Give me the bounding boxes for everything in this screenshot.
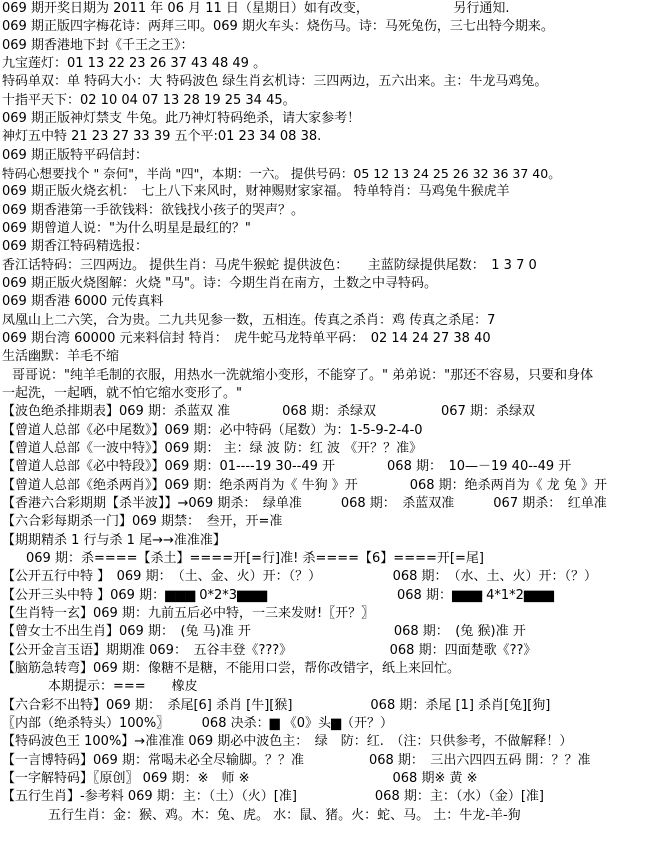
zodiac-mystery-line: 【生肖特一玄】069 期：九前五后必中特，一三来发财!〖开？〗 [2,606,375,621]
special-range-line: 【曾道人总部《必中特段》】069 期：01----19 30--49 开 068 期： 10—－19 40--49 开 [2,459,572,474]
five-element-line: 【公开五行中特 】 069 期： （土、金、火）开：（？） 068 期： （水、土、火）开：（？） [2,569,598,584]
five-element-zodiac-line: 【五行生肖】-参考料 069 期：主：（土）（火）[准] 068 期：主：（水）（金）[准] [2,789,545,804]
color-kill-line: 【波色绝杀排期表】069 期：杀蓝双 准 068 期：杀绿双 067 期：杀绿双 [2,404,535,419]
ten-finger-numbers: 十指平天下：02 10 04 07 13 28 19 25 34 45。 [2,93,296,108]
humor-text-1: 哥哥说："纯羊毛制的衣服，用热水一洗就缩小变形，不能穿了。" 弟弟说："那还不容易，只要和身体 [12,368,594,383]
one-char-line: 【一字解特码】〖原创〗 069 期：※ 师 ※ 068 期※ 黄 ※ [2,771,478,786]
one-word-bet-line: 【一言博特码】069 期：常喝未必全尽输脚。？？准 068 期： 三出六四四五码 開：？？准 [2,753,591,768]
riddle-hint-line: 本期提示：=== 橡皮 [48,679,198,694]
tail-number-line: 【曾道人总部《必中尾数》】069 期：必中特码（尾数）为：1-5-9-2-4-0 [2,423,423,438]
one-wave-line: 【曾道人总部《一波中特》】069 期： 主：绿 波 防：红 波 《开？？准》 [2,441,423,456]
wave-king-line: 【特码波色王 100%】→准准准 069 期必中波色主： 绿 防：红. （注：只供参考，不做解释！） [2,734,573,749]
kill-row-tail-title: 【期期精杀 1 行与杀 1 尾→→准准准】 [2,533,226,548]
fax-title: 069 期香港 6000 元传真料 [2,294,164,309]
no-special-line: 【六合彩不出特】069 期： 杀尾[6] 杀肖 [牛][猴] 068 期：杀尾 [1] 杀肖[兔][狗] [2,698,551,713]
wish-numbers-line: 特码心想要找个 " 奈何"，半尚 "四"，本期：一六。 提供号码：05 12 13 24 25 26 32 36 37 40。 [2,166,561,181]
draw-date-notice: 069 期开奖日期为 2011 年 06 月 11 日（星期日）如有改变， 另行通知. [2,1,510,16]
ms-zeng-line: 【曾女士不出生肖】069 期： (兔 马)准 开 068 期： (兔 猴)准 开 [2,624,526,639]
golden-words-line: 【公开金言玉语】期期准 069： 五谷丰登《???》 068 期：四面楚歌《??》 [2,643,537,658]
plum-poem-line: 069 期正版四字梅花诗：两拜三叩。069 期火车头：烧伤马。诗：马死兔伤，三七出特今期来。 [2,19,554,34]
first-hand-line: 069 期香港第一手欲钱料：欲钱找小孩子的哭声？。 [2,203,304,218]
xiangjiang-numbers: 香江话特码：三四两边。 提供生肖：马虎牛猴蛇 提供波色： 主蓝防绿提供尾数： 1 3 7 0 [2,258,537,273]
xiangjiang-title: 069 期香江特码精选报： [2,239,148,254]
humor-text-2: 一起洗，一起晒，就不怕它缩水变形了。" [2,386,242,401]
fire-mystery-line: 069 期正版火烧玄机： 七上八下来风时，财神赐财家家福。 特单特肖：马鸡兔牛猴虎羊 [2,184,510,199]
kill-one-door-line: 【六合彩每期杀一门】069 期禁： 叁开，开=准 [2,514,283,529]
three-head-line: 【公开三头中特 】069 期：▆▆▆ 0*2*3▆▆▆ 068 期：▆▆▆ 4*1*2▆▆▆ [2,588,554,603]
humor-title: 生活幽默：羊毛不缩 [2,349,120,364]
nine-lamp-numbers: 九宝莲灯：01 13 22 23 26 37 43 48 49 。 [2,56,267,71]
kill-two-zodiac-line: 【曾道人总部《绝杀两肖》】069 期：绝杀两肖为《 牛狗 》开 068 期：绝杀两肖为《 龙 兔 》开 [2,478,608,493]
hk-underground-title: 069 期香港地下封《千王之王》： [2,38,194,53]
internal-kill-head-line: 〖内部（绝杀特头）100%〗 068 决杀：▆ 《0》头▆（开？） [2,716,394,731]
magic-lamp-line: 069 期正版神灯禁支 牛兔。此乃神灯特码绝杀，请大家参考！ [2,111,361,126]
kill-half-wave-line: 【香港六合彩期期【杀半波】】→069 期杀： 绿单准 068 期： 杀蓝双准 067 期杀： 红单准 [2,496,607,511]
odd-even-size-line: 特码单双：单 特码大小：大 特码波色 绿生肖玄机诗：三四两边，五六出来。主：牛龙马鸡兔。 [2,74,548,89]
lamp-five-numbers: 神灯五中特 21 23 27 33 39 五个平:01 23 34 08 38. [2,129,322,144]
five-element-list-line: 五行生肖：金：猴、鸡。木：兔、虎。 水：鼠、猪。火：蛇、马。 土：牛龙-羊-狗 [48,808,521,823]
envelope-title: 069 期正版特平码信封： [2,148,148,163]
phoenix-line: 凤凰山上二六笑，合为贵。二九共见参一数，五相连。传真之杀肖：鸡 传真之杀尾：7 [2,313,496,328]
kill-row-tail-line: 069 期：杀====【杀土】====开[=行]准! 杀====【6】====开[=尾] [26,551,484,566]
zeng-saying-line: 069 期曾道人说："为什么明星是最红的？" [2,221,251,236]
riddle-line: 【脑筋急转弯】069 期：像糖不是糖，不能用口尝，帮你改错字，纸上来回忙。 [2,661,460,676]
fire-diagram-line: 069 期正版火烧图解：火烧 "马"。诗：今期生肖在南方，土数之中寻特码。 [2,276,438,291]
taiwan-envelope-line: 069 期台湾 60000 元来料信封 特肖： 虎牛蛇马龙特单平码： 02 14 24 27 38 40 [2,331,491,346]
